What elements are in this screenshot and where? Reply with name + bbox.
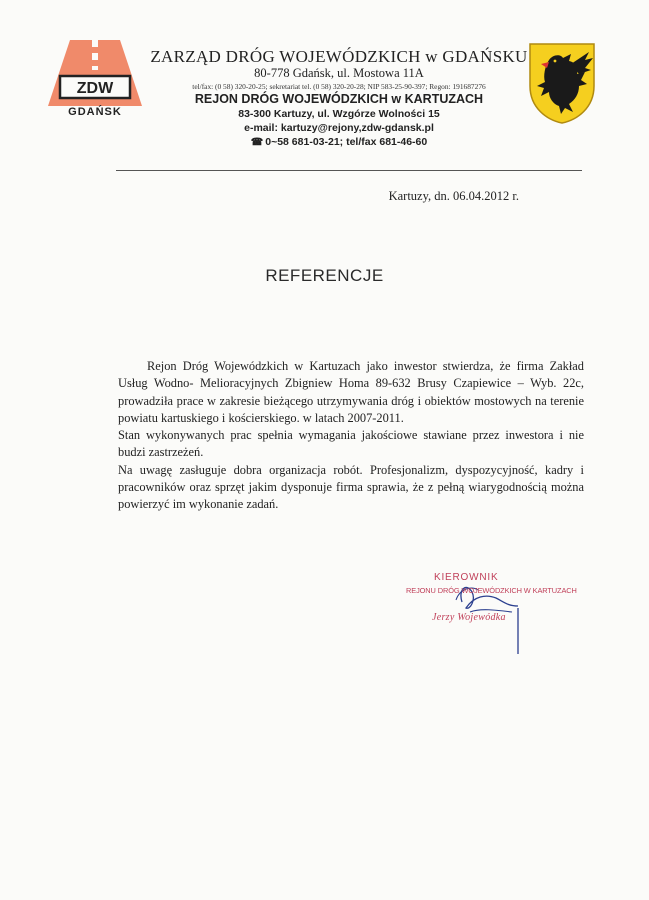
district-phone: 0~58 681-03-21; tel/fax 681-46-60	[265, 136, 428, 148]
document-title: REFERENCJE	[265, 266, 384, 285]
place-and-date: Kartuzy, dn. 06.04.2012 r.	[388, 189, 519, 203]
coat-of-arms-icon	[527, 42, 597, 124]
organization-address: 80-778 Gdańsk, ul. Mostowa 11A	[254, 66, 424, 80]
logo-city-label: GDAŃSK	[68, 106, 122, 118]
district-name: REJON DRÓG WOJEWÓDZKICH w KARTUZACH	[194, 92, 484, 106]
district-phone-line	[150, 136, 528, 148]
organization-name: ZARZĄD DRÓG WOJEWÓDZKICH w GDAŃSKU	[150, 47, 528, 66]
body-paragraph: Stan wykonywanych prac spełnia wymagania jakościowe stawiane przez inwestora i nie budzi zastrzeżeń.	[118, 428, 584, 460]
header-divider	[116, 170, 582, 171]
district-email: e-mail: kartuzy@rejony,zdw-gdansk.pl	[244, 122, 434, 134]
stamp-name: Jerzy Wojewódka	[432, 612, 506, 623]
organization-contacts: tel/fax: (0 58) 320-20-25; sekretariat tel. (0 58) 320-20-28; NIP 583-25-90-397; Regon: 191687276	[192, 82, 486, 91]
body-paragraph: Na uwagę zasługuje dobra organizacja robót. Profesjonalizm, dyspozycyjność, kadry i pracowników oraz sprzęt jakim dysponuje firma sprawia, że z pełną wiarygodnością można powierzyć im wykonanie zadań.	[118, 462, 584, 512]
district-address: 83-300 Kartuzy, ul. Wzgórze Wolności 15	[238, 108, 440, 120]
letter-body	[118, 358, 584, 514]
stamp-unit: REJONU DRÓG WOJEWÓDZKICH W KARTUZACH	[406, 586, 577, 595]
stamp-role: KIEROWNIK	[434, 572, 499, 583]
phone-icon: ☎	[250, 137, 264, 148]
svg-text:ZDW: ZDW	[76, 80, 114, 97]
body-paragraph: Rejon Dróg Wojewódzkich w Kartuzach jako inwestor stwierdza, że firma Zakład Usług Wodno- Melioracyjnych Zbigniew Homa 89-632 Brusy Czapiewice – Wyb. 22c, prowadziła prace w zakresie bieżącego utrzymywania dróg i obiektów mostowych na terenie powiatu kartuskiego i kościerskiego. w latach 2007-2011.	[118, 359, 584, 425]
